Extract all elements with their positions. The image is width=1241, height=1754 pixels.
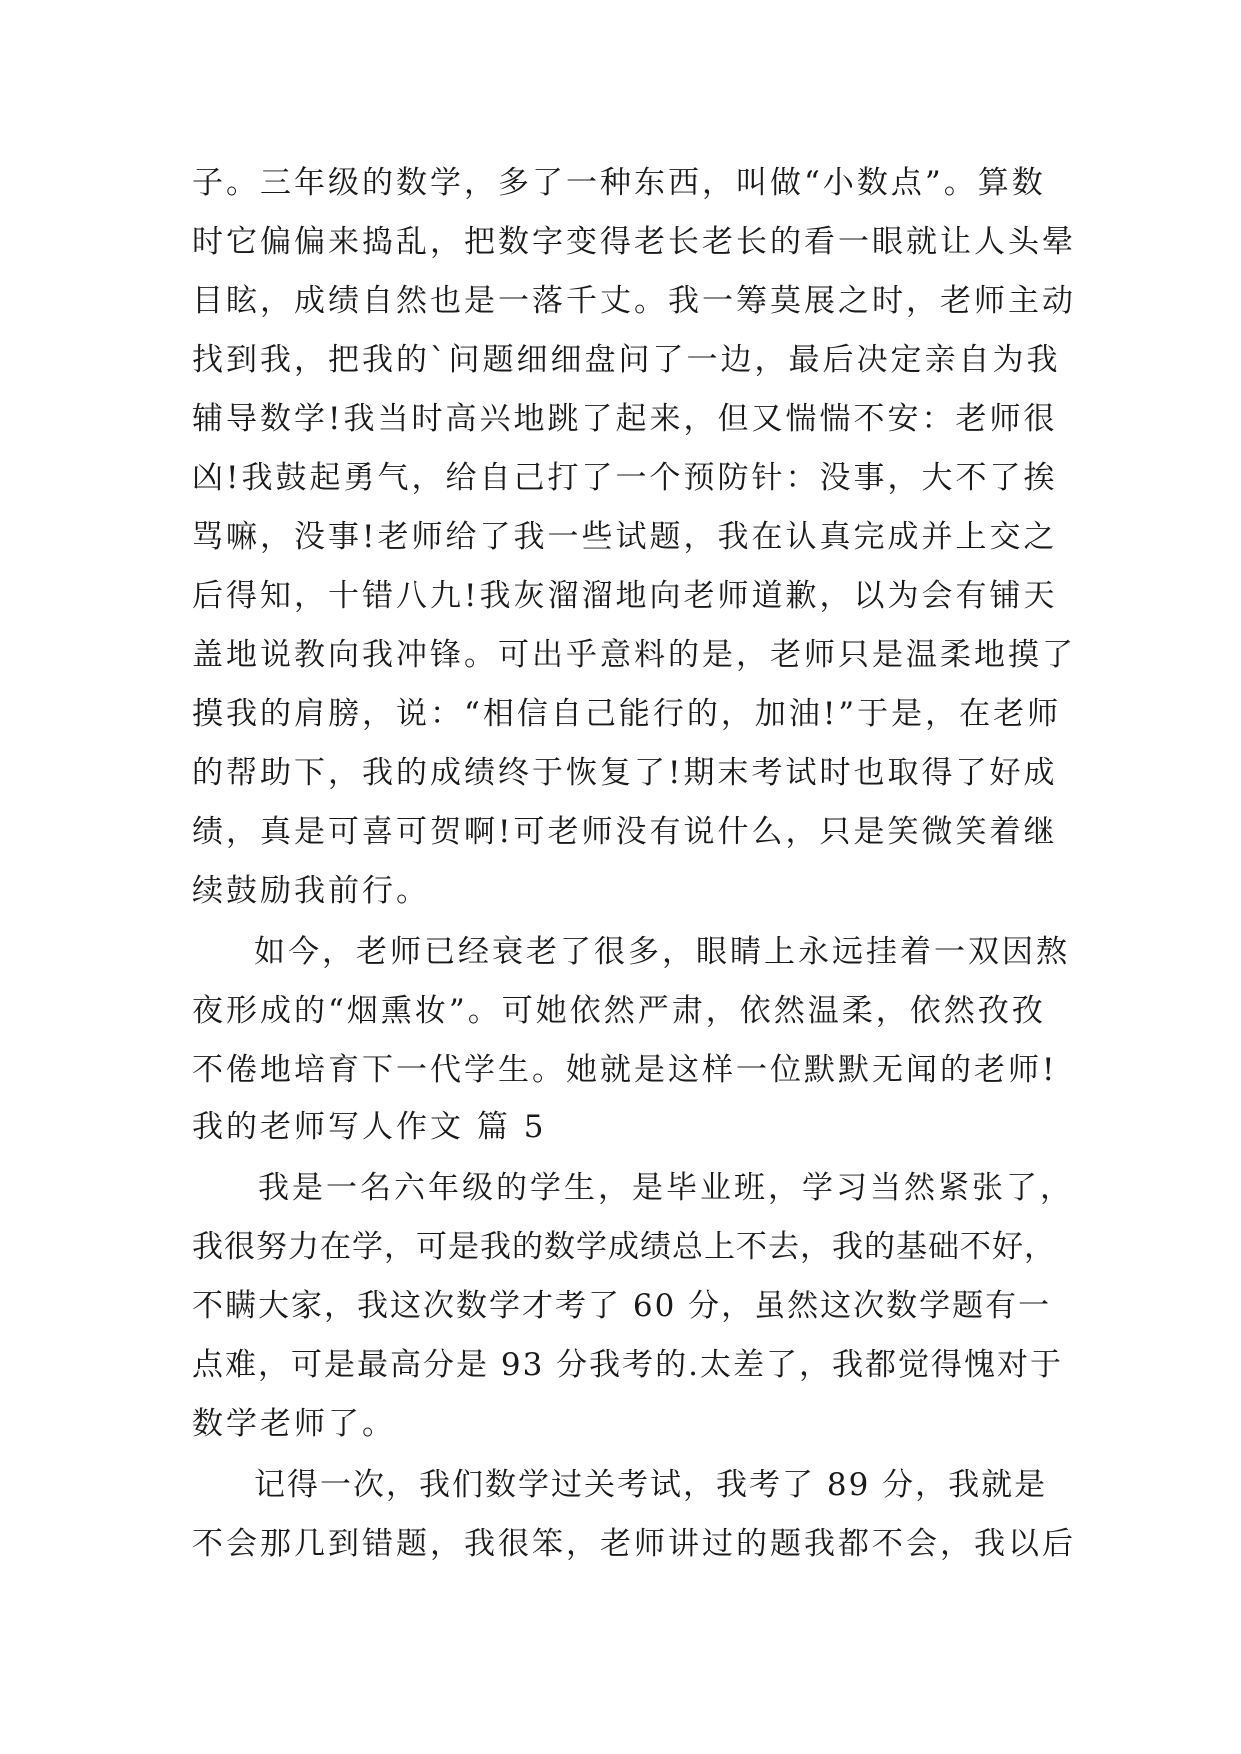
text-line: 盖地说教向我冲锋。可出乎意料的是，老师只是温柔地摸了: [192, 637, 1076, 673]
text-line: 凶!我鼓起勇气，给自己打了一个预防针：没事，大不了挨: [192, 460, 1058, 496]
text-line: 目眩，成绩自然也是一落千丈。我一筹莫展之时，老师主动: [192, 283, 1076, 319]
paragraph-start-line: 记得一次，我们数学过关考试，我考了 89 分，我就是: [254, 1467, 1048, 1503]
text-line: 时它偏偏来捣乱，把数字变得老长老长的看一眼就让人头晕: [192, 224, 1076, 260]
text-line: 不瞒大家，我这次数学才考了 60 分，虽然这次数学题有一: [192, 1288, 1052, 1324]
text-line: 摸我的肩膀，说：“相信自己能行的，加油!”于是，在老师: [192, 696, 1062, 732]
paragraph-start-line: 如今，老师已经衰老了很多，眼睛上永远挂着一双因熬: [254, 934, 1070, 970]
text-line: 找到我，把我的`问题细细盘问了一边，最后决定亲自为我: [192, 342, 1061, 378]
text-line: 不倦地培育下一代学生。她就是这样一位默默无闻的老师!: [192, 1052, 1058, 1088]
text-line: 夜形成的“烟熏妆”。可她依然严肃，依然温柔，依然孜孜: [192, 993, 1046, 1029]
text-line: 不会那几到错题，我很笨，老师讲过的题我都不会，我以后: [192, 1526, 1076, 1562]
section-heading: 我的老师写人作文 篇 5: [192, 1109, 547, 1145]
text-line: 的帮助下，我的成绩终于恢复了!期末考试时也取得了好成: [192, 755, 1058, 791]
text-line: 子。三年级的数学，多了一种东西，叫做“小数点”。算数: [192, 165, 1046, 201]
text-line: 续鼓励我前行。: [192, 873, 430, 909]
text-line: 辅导数学!我当时高兴地跳了起来，但又惴惴不安：老师很: [192, 401, 1058, 437]
text-line: 我很努力在学，可是我的数学成绩总上不去，我的基础不好，: [192, 1229, 1056, 1265]
paragraph-start-line: 我是一名六年级的学生，是毕业班，学习当然紧张了，: [258, 1170, 1074, 1206]
text-line: 骂嘛，没事!老师给了我一些试题，我在认真完成并上交之: [192, 519, 1058, 555]
text-line: 点难，可是最高分是 93 分我考的.太差了，我都觉得愧对于: [192, 1347, 1064, 1383]
text-line: 后得知，十错八九!我灰溜溜地向老师道歉，以为会有铺天: [192, 578, 1058, 614]
text-line: 数学老师了。: [192, 1406, 396, 1442]
text-line: 绩，真是可喜可贺啊!可老师没有说什么，只是笑微笑着继: [192, 814, 1058, 850]
